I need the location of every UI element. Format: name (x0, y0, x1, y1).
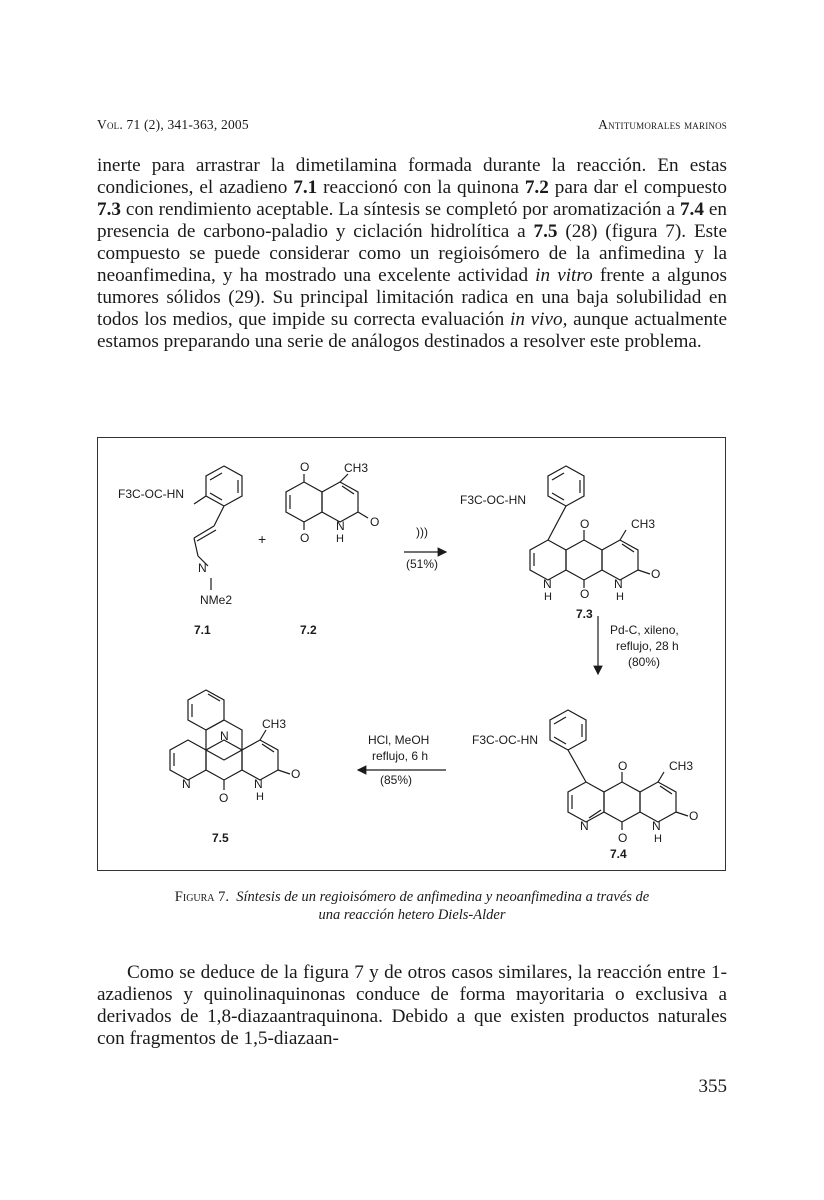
caption-label: Figura 7. (174, 889, 230, 905)
paragraph-1 (97, 155, 727, 353)
atom-label: O (651, 567, 661, 581)
substituent-label: F3C-OC-HN (460, 493, 526, 507)
atom-label: N (220, 729, 229, 743)
paragraph-2: Como se deduce de la figura 7 y de otros casos similares, la reacción entre 1-azadienos y quinolinaquinonas conduce de forma mayoritaria o exclusiva a derivados de 1,8-diazaantraquinona. Debido a que existen productos naturales con fragmentos de 1,5-diazaan- (97, 962, 727, 1049)
reaction-yield-2: (80%) (628, 655, 661, 669)
atom-label: N (543, 577, 552, 591)
reagent-ultrasound: ))) (416, 525, 428, 539)
text-run: reaccionó con la quinona (317, 177, 525, 198)
reaction-conditions: reflujo, 28 h (616, 639, 679, 653)
atom-label: O (370, 515, 380, 529)
reaction-conditions: HCl, MeOH (368, 733, 430, 747)
molecule-7-5 (170, 690, 290, 790)
page-number: 355 (698, 1076, 727, 1097)
reaction-conditions: Pd-C, xileno, (610, 623, 679, 637)
molecule-7-2 (286, 474, 368, 530)
reaction-scheme (98, 438, 725, 870)
compound-label-7-5: 7.5 (212, 831, 229, 845)
atom-label: H (616, 591, 624, 603)
caption-line-2: una reacción hetero Diels-Alder (318, 907, 506, 923)
text-run: en presencia de carbono-paladio y ciclación hidrolítica a (97, 199, 727, 242)
atom-label: CH3 (669, 759, 694, 773)
figure-caption (97, 888, 727, 924)
atom-label: N (198, 561, 207, 575)
atom-label: O (580, 517, 590, 531)
compound-ref: 7.4 (679, 199, 704, 220)
atom-label: N (614, 577, 623, 591)
text-run: para dar el compuesto (548, 177, 727, 198)
compound-label-7-2: 7.2 (300, 623, 317, 637)
text-run: (28) (figura 7). Este compuesto se puede considerar como un regioisómero de la anfimedina y la neoanfimedina, y ha mostrado una excelente actividad (97, 221, 727, 286)
atom-label: O (300, 531, 310, 545)
substituent-label: F3C-OC-HN (472, 733, 538, 747)
atom-label: CH3 (262, 717, 287, 731)
atom-label: N (254, 777, 263, 791)
compound-ref: 7.3 (97, 199, 121, 220)
atom-label: H (654, 833, 662, 845)
atom-label: N (652, 819, 661, 833)
atom-label: H (256, 791, 264, 803)
reaction-conditions: reflujo, 6 h (372, 749, 429, 763)
italic-term: in vivo, (510, 309, 568, 330)
running-header-right: Antitumorales marinos (598, 117, 727, 132)
text-run: inerte para arrastrar la dimetilamina formada durante la reacción. En estas condiciones, el azadieno (97, 155, 727, 198)
caption-text: Síntesis de un regioisómero de anfimedina y neoanfimedina a través de (236, 889, 650, 905)
reaction-yield-3: (85%) (380, 773, 413, 787)
text-run: frente a algunos tumores sólidos (29). Su principal limitación radica en una baja solubilidad en todos los medios, que impide su correcta evaluación (97, 265, 727, 330)
compound-ref: 7.1 (293, 177, 318, 198)
atom-label: N (182, 777, 191, 791)
atom-label: O (300, 460, 310, 474)
compound-label-7-3: 7.3 (576, 607, 593, 621)
italic-term: in vitro (535, 265, 593, 286)
atom-label: O (618, 759, 628, 773)
compound-ref: 7.2 (524, 177, 549, 198)
atom-label: O (291, 767, 301, 781)
compound-label-7-1: 7.1 (194, 623, 211, 637)
atom-label: O (618, 831, 628, 845)
plus-sign: + (258, 531, 267, 547)
substituent-label: F3C-OC-HN (118, 487, 184, 501)
atom-label: CH3 (344, 461, 369, 475)
running-header-left: Vol. 71 (2), 341-363, 2005 (97, 117, 249, 132)
atom-label: N (336, 519, 345, 533)
atom-label: CH3 (631, 517, 656, 531)
substituent-label: NMe2 (200, 593, 233, 607)
atom-label: O (219, 791, 229, 805)
figure-7-scheme (97, 437, 726, 871)
caption-line-1 (97, 888, 727, 906)
atom-label: H (336, 533, 344, 545)
compound-ref: 7.5 (533, 221, 558, 242)
text-run: con rendimiento aceptable. La síntesis se completó por aromatización a (120, 199, 680, 220)
atom-label: N (580, 819, 589, 833)
compound-label-7-4: 7.4 (610, 847, 627, 861)
atom-label: O (580, 587, 590, 601)
atom-label: O (689, 809, 699, 823)
atom-label: H (544, 591, 552, 603)
reaction-yield-1: (51%) (406, 557, 439, 571)
text-run: aunque actualmente estamos preparando una serie de análogos destinados a resolver este problema. (97, 309, 727, 352)
